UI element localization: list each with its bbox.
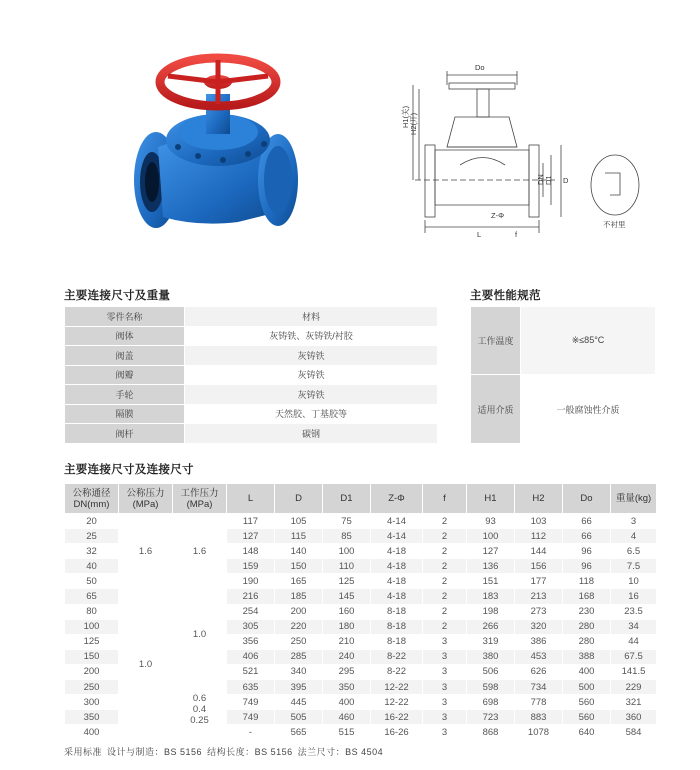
perf-value: 一般腐蚀性介质 [521,375,656,444]
table-cell: 698 [467,695,515,710]
table-cell: 85 [323,529,371,544]
table-cell: 4-18 [371,544,423,559]
table-cell: 356 [227,634,275,649]
dn-cell: 50 [65,574,119,589]
table-cell: 626 [515,664,563,679]
table-cell: 148 [227,544,275,559]
table-cell: 254 [227,604,275,619]
table-cell: 250 [275,634,323,649]
column-header: Do [563,484,611,514]
table-cell: 4-14 [371,529,423,544]
table-cell: 3 [423,664,467,679]
column-header: f [423,484,467,514]
table-cell: 406 [227,649,275,664]
working-pressure-value: 0.25 [190,715,209,727]
table-cell: 280 [563,634,611,649]
part-material: 灰铸铁 [185,346,438,366]
table-cell: 400 [323,695,371,710]
valve-dimension-drawing [401,55,655,240]
table-cell: 3 [423,649,467,664]
working-pressure-cell: 1.0 [173,589,227,680]
table-cell: 115 [275,529,323,544]
table-header-row [65,484,657,514]
table-cell: 280 [563,619,611,634]
table-cell: 505 [275,710,323,725]
table-cell: 2 [423,529,467,544]
table-cell: 220 [275,619,323,634]
table-cell: 778 [515,695,563,710]
dn-cell: 80 [65,604,119,619]
table-cell: 868 [467,725,515,740]
table-cell: 23.5 [611,604,657,619]
table-cell: 177 [515,574,563,589]
table-cell: 145 [323,589,371,604]
table-cell: 100 [467,529,515,544]
table-cell: 125 [323,574,371,589]
table-cell: 723 [467,710,515,725]
footer-flange: 法兰尺寸：BS 4504 [297,747,384,757]
dn-cell: 100 [65,619,119,634]
working-pressure-cell [173,680,227,740]
dn-cell: 125 [65,634,119,649]
table-row [65,424,438,444]
table-cell: 3 [611,514,657,529]
table-cell: 16-26 [371,725,423,740]
label-detail: 不衬里 [603,220,626,229]
table-cell: 2 [423,604,467,619]
table-cell: 380 [467,649,515,664]
table-cell: 112 [515,529,563,544]
table-cell: 34 [611,619,657,634]
table-cell: 159 [227,559,275,574]
table-cell: 340 [275,664,323,679]
product-hero [0,0,700,280]
table-cell: 16-22 [371,710,423,725]
table-cell: 3 [423,634,467,649]
table-cell: 285 [275,649,323,664]
part-name: 手轮 [65,385,185,405]
dn-cell: 150 [65,649,119,664]
table-cell: 185 [275,589,323,604]
table-cell: 4-18 [371,574,423,589]
table-cell: 183 [467,589,515,604]
table-cell: 168 [563,589,611,604]
table-cell: 67.5 [611,649,657,664]
table-cell: 1078 [515,725,563,740]
table-cell: 66 [563,514,611,529]
table-cell: 8-18 [371,619,423,634]
table-cell: 8-18 [371,634,423,649]
table-row [65,346,438,366]
table-cell: 500 [563,680,611,695]
parts-material-table [64,306,438,444]
table-cell: 8-18 [371,604,423,619]
column-header: 工作压力(MPa) [173,484,227,514]
table-cell: 2 [423,559,467,574]
table-cell: 883 [515,710,563,725]
label-f: f [515,230,518,239]
table-cell: 2 [423,574,467,589]
table-cell: 4-14 [371,514,423,529]
table-cell: 216 [227,589,275,604]
table-cell: 12-22 [371,680,423,695]
table-cell: 2 [423,589,467,604]
dn-cell: 350 [65,710,119,725]
table-cell: 6.5 [611,544,657,559]
working-pressure-value: 0.6 [192,693,207,705]
part-name: 阀体 [65,326,185,346]
dn-cell: 20 [65,514,119,529]
table-cell: 141.5 [611,664,657,679]
part-material: 材料 [185,307,438,327]
table-cell: 560 [563,710,611,725]
dimensions-table [64,483,657,740]
label-do: Do [475,63,485,72]
nominal-pressure-cell: 1.0 [119,589,173,740]
valve-product-image [128,52,308,242]
table-cell: 165 [275,574,323,589]
table-cell: 180 [323,619,371,634]
table-cell: 305 [227,619,275,634]
table-cell: 560 [563,695,611,710]
table-cell: 266 [467,619,515,634]
table-row [65,514,657,529]
table-cell: 240 [323,649,371,664]
table-cell: 453 [515,649,563,664]
table-cell: 400 [563,664,611,679]
table-cell: 93 [467,514,515,529]
footer-length: 结构长度：BS 5156 [207,747,293,757]
part-material: 天然胶、丁基胶等 [185,404,438,424]
column-header: D [275,484,323,514]
table-cell: 395 [275,680,323,695]
label-h1: H1(关) [401,105,410,128]
table-cell: 118 [563,574,611,589]
table-cell: 460 [323,710,371,725]
column-header: 公称通径DN(mm) [65,484,119,514]
table-cell: 66 [563,529,611,544]
table-cell: 749 [227,695,275,710]
table-cell: 4 [611,529,657,544]
table-cell: 749 [227,710,275,725]
table-cell: 10 [611,574,657,589]
table-cell: 12-22 [371,695,423,710]
table-cell: 198 [467,604,515,619]
part-material: 碳钢 [185,424,438,444]
table-cell: 75 [323,514,371,529]
table-cell: 156 [515,559,563,574]
table-cell: 3 [423,695,467,710]
column-header: L [227,484,275,514]
table-cell: 321 [611,695,657,710]
standards-footer [64,745,385,758]
part-name: 隔膜 [65,404,185,424]
part-material: 灰铸铁 [185,385,438,405]
footer-design: 设计与制造：BS 5156 [107,747,203,757]
table-cell: 210 [323,634,371,649]
table-cell: 16 [611,589,657,604]
table-cell: 8-22 [371,664,423,679]
table-cell: 110 [323,559,371,574]
table-row [65,365,438,385]
table-cell: 319 [467,634,515,649]
table-cell: 96 [563,544,611,559]
part-name: 阀瓣 [65,365,185,385]
table-cell: 635 [227,680,275,695]
column-header: 公称压力(MPa) [119,484,173,514]
table-cell: 3 [423,710,467,725]
table-cell: 584 [611,725,657,740]
table-cell: 360 [611,710,657,725]
table-cell: 4-18 [371,589,423,604]
column-header: 重量(kg) [611,484,657,514]
table-row [65,385,438,405]
dn-cell: 400 [65,725,119,740]
table-cell: 144 [515,544,563,559]
table-cell: 2 [423,514,467,529]
parts-section-title: 主要连接尺寸及重量 [64,290,171,302]
table-cell: 229 [611,680,657,695]
dn-cell: 200 [65,664,119,679]
table-cell: 8-22 [371,649,423,664]
table-cell: 4-18 [371,559,423,574]
table-cell: 136 [467,559,515,574]
table-cell: 100 [323,544,371,559]
label-h2: H2(开) [409,112,418,135]
label-d1: D1 [544,175,553,185]
table-cell: 2 [423,544,467,559]
table-row [65,326,438,346]
table-cell: 598 [467,680,515,695]
table-cell: 565 [275,725,323,740]
table-cell: 96 [563,559,611,574]
table-row [65,307,438,327]
performance-section-title: 主要性能规范 [470,290,541,302]
table-cell: 140 [275,544,323,559]
table-cell: 150 [275,559,323,574]
perf-label: 工作温度 [471,307,521,375]
table-cell: 117 [227,514,275,529]
table-cell: 213 [515,589,563,604]
column-header: H2 [515,484,563,514]
column-header: D1 [323,484,371,514]
working-pressure-cell: 1.6 [173,514,227,589]
table-cell: 103 [515,514,563,529]
table-cell: 2 [423,619,467,634]
dn-cell: 40 [65,559,119,574]
dn-cell: 25 [65,529,119,544]
perf-label: 适用介质 [471,375,521,444]
dn-cell: 32 [65,544,119,559]
table-cell: 388 [563,649,611,664]
perf-value: ※≤85°C [521,307,656,375]
table-row [471,307,656,375]
table-cell: 200 [275,604,323,619]
label-d: D [563,176,569,185]
table-row [471,375,656,444]
table-cell: 320 [515,619,563,634]
table-cell: 445 [275,695,323,710]
table-cell: 230 [563,604,611,619]
table-cell: 295 [323,664,371,679]
part-material: 灰铸铁、灰铸铁/衬胶 [185,326,438,346]
part-name: 零件名称 [65,307,185,327]
label-dn: DN [536,174,545,185]
table-cell: 734 [515,680,563,695]
part-material: 灰铸铁 [185,365,438,385]
part-name: 阀盖 [65,346,185,366]
column-header: H1 [467,484,515,514]
table-cell: 127 [467,544,515,559]
dn-cell: 65 [65,589,119,604]
table-cell: 273 [515,604,563,619]
column-header: Z-Φ [371,484,423,514]
table-cell: 515 [323,725,371,740]
part-name: 阀杆 [65,424,185,444]
table-cell: 151 [467,574,515,589]
nominal-pressure-cell: 1.6 [119,514,173,589]
table-cell: 521 [227,664,275,679]
table-cell: 105 [275,514,323,529]
table-cell: 190 [227,574,275,589]
table-cell: 3 [423,725,467,740]
table-row [65,404,438,424]
dims-section-title: 主要连接尺寸及连接尺寸 [64,464,194,476]
table-cell: 127 [227,529,275,544]
table-cell: 7.5 [611,559,657,574]
working-pressure-value: 0.4 [192,704,207,716]
table-cell: 350 [323,680,371,695]
footer-standard-label: 采用标准 [64,747,103,757]
table-cell: 44 [611,634,657,649]
label-zphi: Z-Φ [491,211,505,220]
table-cell: 386 [515,634,563,649]
performance-table [470,306,656,444]
table-row [65,589,657,604]
table-cell: 160 [323,604,371,619]
dn-cell: 300 [65,695,119,710]
label-l: L [477,230,482,239]
table-cell: - [227,725,275,740]
table-cell: 506 [467,664,515,679]
table-cell: 3 [423,680,467,695]
table-cell: 640 [563,725,611,740]
dn-cell: 250 [65,680,119,695]
